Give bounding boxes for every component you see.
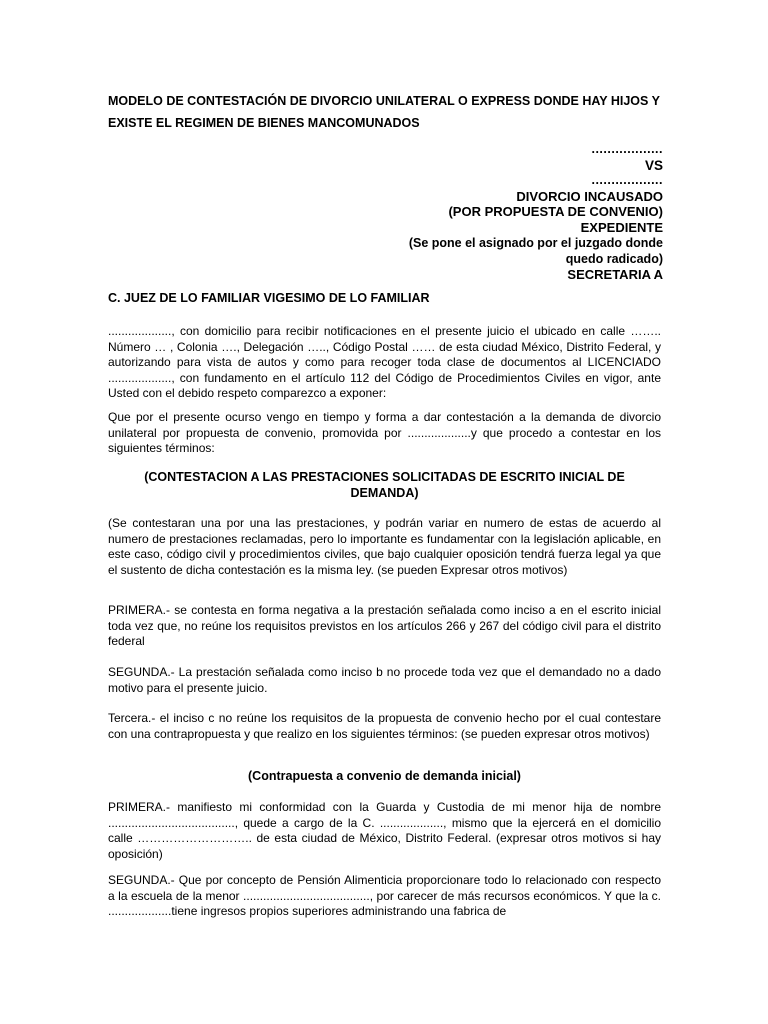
tercera-paragraph: Tercera.- el inciso c no reúne los requisitos de la propuesta de convenio hecho por el cual contestare con una contrapropuesta y que realizo en los siguientes términos: (se pueden expresar otros motivos)	[108, 711, 661, 741]
section-note-paragraph: (Se contestaran una por una las prestaciones, y podrán variar en numero de estas de acuerdo al numero de prestaciones reclamadas, pero lo importante es fundamentar con la legislación aplicable, en este caso, código civil y procedimientos civiles, que bajo cualquier oposición tendrá fuerza legal ya que el sustento de dicha contestación es la misma ley. (se pueden Expresar otros motivos)	[108, 516, 661, 577]
defendant-placeholder: ..................	[591, 173, 663, 187]
secretaria-label: SECRETARIA A	[567, 267, 663, 282]
segunda-paragraph: SEGUNDA.- La prestación señalada como inciso b no procede toda vez que el demandado no a dado motivo para el presente juicio.	[108, 665, 661, 695]
section-heading-contrapropuesta: (Contrapuesta a convenio de demanda inicial)	[248, 769, 521, 783]
versus-label: VS	[644, 157, 663, 173]
intro-paragraph: ..................., con domicilio para recibir notificaciones en el presente juicio el ubicado en calle …….. Número … , Colonia …., Delegación ….., Código Postal …… de esta ciudad México, Distrito Federal, y autorizando para vista de autos y como para recoger toda clase de documentos al LICENCIADO ..................., con fundamento en el artículo 112 del Código de Procedimientos Civiles en vigor, ante Usted con el debido respeto comparezco a exponer:	[108, 324, 661, 401]
case-header	[243, 142, 663, 283]
case-subtype: (POR PROPUESTA DE CONVENIO)	[448, 204, 663, 219]
plaintiff-placeholder: ..................	[591, 142, 663, 156]
expediente-note: (Se pone el asignado por el juzgado donde quedo radicado)	[408, 236, 663, 266]
document-title: MODELO DE CONTESTACIÓN DE DIVORCIO UNILATERAL O EXPRESS DONDE HAY HIJOS Y EXISTE EL REGIMEN DE BIENES MANCOMUNADOS	[108, 94, 660, 130]
statement-paragraph: Que por el presente ocurso vengo en tiempo y forma a dar contestación a la demanda de divorcio unilateral por propuesta de convenio, promovida por ...................y que procedo a contestar en los siguientes términos:	[108, 410, 661, 456]
addressee: C. JUEZ DE LO FAMILIAR VIGESIMO DE LO FAMILIAR	[108, 291, 430, 305]
contrapropuesta-segunda-paragraph: SEGUNDA.- Que por concepto de Pensión Alimenticia proporcionare todo lo relacionado con respecto a la escuela de la menor ......................................, por carecer de más recursos económicos. Y que la c. ...................tiene ingresos propios superiores administrando una fabrica de	[108, 873, 661, 919]
expediente-label: EXPEDIENTE	[580, 219, 663, 235]
case-type: DIVORCIO INCAUSADO	[516, 188, 663, 204]
section-heading-prestaciones: (CONTESTACION A LAS PRESTACIONES SOLICITADAS DE ESCRITO INICIAL DE DEMANDA)	[144, 470, 625, 500]
contrapropuesta-primera-paragraph: PRIMERA.- manifiesto mi conformidad con la Guarda y Custodia de mi menor hija de nombre ......................................, quede a cargo de la C. ..................., mismo que la ejercerá en el domicilio calle ……………………….. de esta ciudad de México, Distrito Federal. (expresar otros motivos si hay oposición)	[108, 800, 661, 861]
primera-paragraph: PRIMERA.- se contesta en forma negativa a la prestación señalada como inciso a en el escrito inicial toda vez que, no reúne los requisitos previstos en los artículos 266 y 267 del código civil para el distrito federal	[108, 603, 661, 649]
